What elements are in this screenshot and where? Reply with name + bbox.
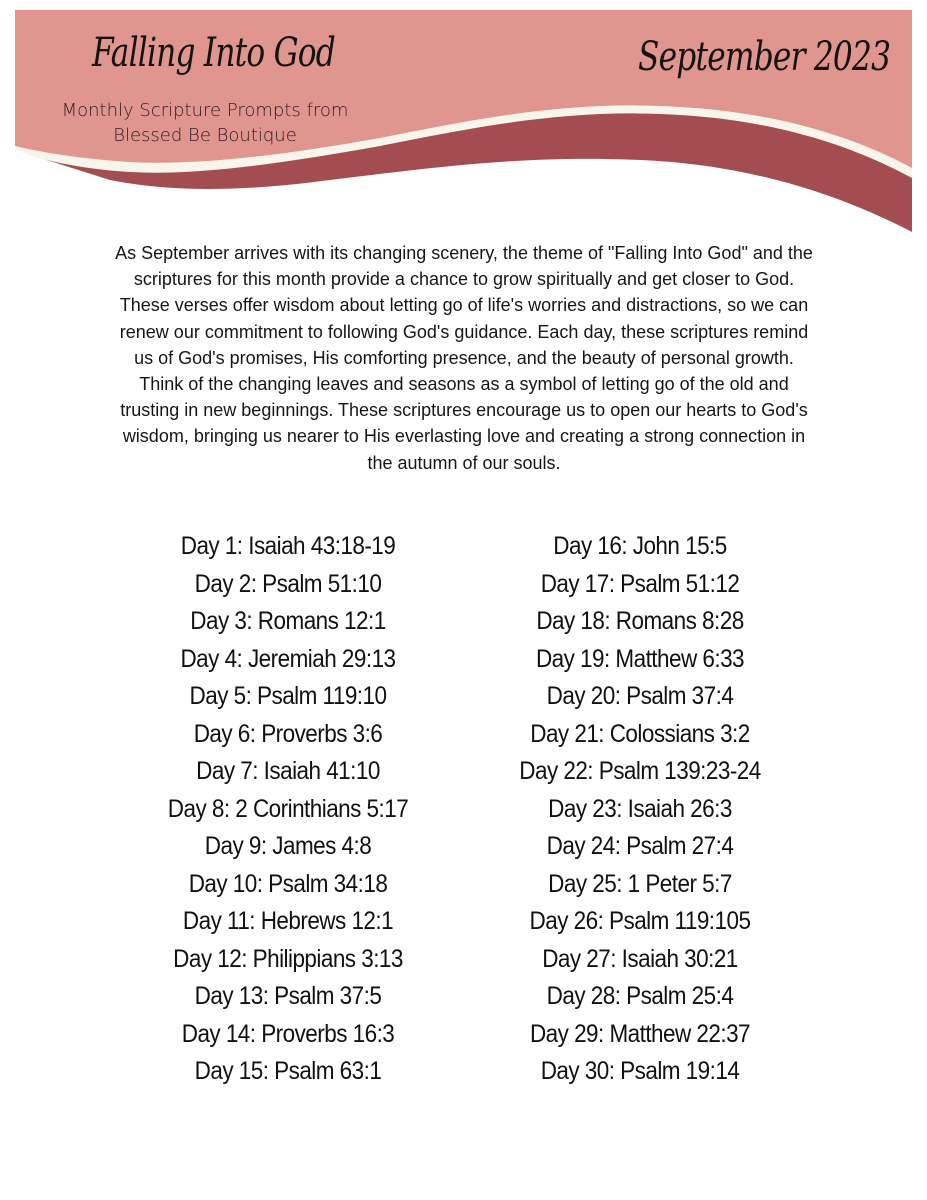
- scripture-day-item: Day 8: 2 Corinthians 5:17: [167, 794, 409, 823]
- scripture-day-item: Day 25: 1 Peter 5:7: [548, 869, 732, 898]
- scripture-day-item: Day 18: Romans 8:28: [536, 607, 744, 635]
- scripture-day-item: Day 12: Philippians 3:13: [173, 944, 403, 973]
- intro-line: trusting in new beginnings. These scriptures encourage us to open our hearts to God's: [120, 400, 808, 421]
- schedule-column-left: [138, 528, 438, 1091]
- scripture-day-item: Day 1: Isaiah 43:18-19: [180, 532, 396, 560]
- scripture-day-item: Day 2: Psalm 51:10: [194, 569, 382, 598]
- scripture-day-item: Day 24: Psalm 27:4: [546, 832, 734, 860]
- intro-line: Think of the changing leaves and seasons as a symbol of letting go of the old and: [139, 374, 789, 395]
- scripture-day-item: Day 21: Colossians 3:2: [530, 719, 750, 748]
- intro-paragraph: [60, 240, 868, 476]
- scripture-day-item: Day 11: Hebrews 12:1: [182, 907, 394, 935]
- scripture-day-item: Day 22: Psalm 139:23-24: [519, 757, 761, 785]
- intro-line: the autumn of our souls.: [367, 452, 561, 473]
- scripture-day-item: Day 14: Proverbs 16:3: [181, 1019, 395, 1048]
- subtitle-line-2: Blessed Be Boutique: [113, 125, 297, 146]
- scripture-day-item: Day 26: Psalm 119:105: [529, 907, 751, 935]
- scripture-day-item: Day 7: Isaiah 41:10: [196, 757, 380, 785]
- scripture-day-item: Day 16: John 15:5: [553, 532, 727, 560]
- scripture-day-item: Day 23: Isaiah 26:3: [548, 794, 732, 823]
- header-banner: [0, 0, 927, 240]
- scripture-day-item: Day 4: Jeremiah 29:13: [180, 644, 396, 673]
- scripture-day-item: Day 5: Psalm 119:10: [189, 682, 387, 710]
- scripture-day-item: Day 13: Psalm 37:5: [194, 982, 382, 1010]
- scripture-day-item: Day 28: Psalm 25:4: [546, 982, 734, 1010]
- scripture-day-item: Day 30: Psalm 19:14: [540, 1057, 740, 1085]
- intro-line: us of God's promises, His comforting presence, and the beauty of personal growth.: [134, 347, 794, 368]
- scripture-day-item: Day 9: James 4:8: [204, 832, 372, 860]
- subtitle: [40, 98, 370, 148]
- month-title: September 2023: [638, 34, 891, 80]
- scripture-day-item: Day 17: Psalm 51:12: [540, 569, 740, 598]
- scripture-day-item: Day 3: Romans 12:1: [190, 607, 386, 635]
- intro-line: renew our commitment to following God's guidance. Each day, these scriptures remind: [119, 321, 809, 342]
- schedule-column-right: [490, 528, 790, 1091]
- scripture-day-item: Day 27: Isaiah 30:21: [542, 944, 738, 973]
- scripture-day-item: Day 19: Matthew 6:33: [535, 644, 745, 673]
- intro-line: wisdom, bringing us nearer to His everlasting love and creating a strong connection in: [122, 426, 806, 447]
- scripture-day-item: Day 20: Psalm 37:4: [546, 682, 734, 710]
- scripture-day-item: Day 6: Proverbs 3:6: [193, 719, 383, 748]
- scripture-day-item: Day 29: Matthew 22:37: [529, 1019, 751, 1048]
- intro-line: scriptures for this month provide a chance to grow spiritually and get closer to God.: [133, 269, 795, 290]
- intro-line: As September arrives with its changing scenery, the theme of "Falling Into God" and the: [115, 243, 813, 263]
- page-title: Falling Into God: [92, 30, 335, 76]
- intro-line: These verses offer wisdom about letting go of life's worries and distractions, so we can: [119, 295, 809, 316]
- subtitle-line-1: Monthly Scripture Prompts from: [61, 100, 349, 121]
- scripture-day-item: Day 10: Psalm 34:18: [188, 869, 388, 898]
- scripture-day-item: Day 15: Psalm 63:1: [194, 1057, 382, 1085]
